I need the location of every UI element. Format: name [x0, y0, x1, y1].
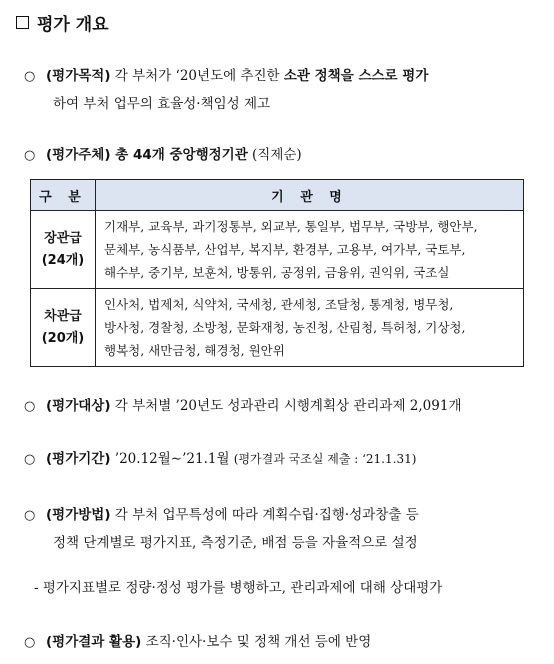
target-item	[24, 394, 462, 414]
subject-note: (직제순)	[247, 147, 302, 163]
agency-table	[30, 179, 524, 367]
agency-line: 문체부, 농식품부, 산업부, 복지부, 환경부, 고용부, 여가부, 국토부,	[104, 242, 466, 257]
section-title	[16, 10, 109, 35]
period-key: (평가기간)	[46, 451, 111, 467]
purpose-continuation: 하여 부처 업무의 효율성·책임성 제고	[53, 96, 271, 112]
target-key: (평가대상)	[46, 398, 111, 414]
category-label: 차관급	[44, 308, 82, 324]
target-text: 각 부처별 ’20년도 성과관리 시행계획상 관리과제 2,091개	[110, 398, 462, 414]
period-note: (평가결과 국조실 제출 : ‘21.1.31)	[233, 452, 417, 466]
agency-line: 방사청, 경찰청, 소방청, 문화재청, 농진청, 산림청, 특허청, 기상청,	[104, 320, 466, 335]
table-header-agencies: 기 관 명	[96, 180, 524, 211]
purpose-item	[24, 64, 428, 84]
purpose-key: (평가목적)	[46, 68, 111, 84]
subject-strong: 총 44개 중앙행정기관	[110, 147, 248, 163]
row-agencies-vice-minister	[96, 289, 524, 367]
table-row	[31, 211, 524, 289]
method-item	[24, 503, 419, 523]
category-count: (24개)	[41, 252, 85, 268]
circle-bullet-icon: ○	[24, 452, 36, 467]
purpose-strong: 소관 정책을 스스로 평가	[283, 68, 429, 84]
checkbox-square-icon	[16, 16, 29, 29]
purpose-text: 각 부처가 ‘20년도에 추진한	[110, 68, 284, 84]
circle-bullet-icon: ○	[24, 148, 36, 163]
agency-line: 인사처, 법제처, 식약처, 국세청, 관세청, 조달청, 통계청, 병무청,	[104, 297, 454, 312]
circle-bullet-icon: ○	[24, 399, 36, 414]
agency-line: 행복청, 새만금청, 해경청, 원안위	[104, 343, 285, 358]
circle-bullet-icon: ○	[24, 508, 36, 523]
table-header-row	[31, 180, 524, 211]
usage-key: (평가결과 활용)	[46, 634, 142, 650]
category-count: (20개)	[41, 330, 85, 346]
row-category-vice-minister	[31, 289, 96, 367]
method-sub-point: - 평가지표별로 정량·정성 평가를 병행하고, 관리과제에 대해 상대평가	[34, 580, 443, 596]
period-item	[24, 447, 416, 467]
method-key: (평가방법)	[46, 507, 111, 523]
row-category-minister	[31, 211, 96, 289]
period-text: ’20.12월∼’21.1월	[110, 451, 234, 467]
agency-line: 기재부, 교육부, 과기정통부, 외교부, 통일부, 법무부, 국방부, 행안부,	[104, 219, 478, 234]
method-text: 각 부처 업무특성에 따라 계획수립·집행·성과창출 등	[110, 507, 419, 523]
circle-bullet-icon: ○	[24, 635, 36, 650]
table-row	[31, 289, 524, 367]
circle-bullet-icon: ○	[24, 69, 36, 84]
usage-item	[24, 630, 371, 650]
table-header-category: 구 분	[31, 180, 96, 211]
method-continuation: 정책 단계별로 평가지표, 측정기준, 배점 등을 자율적으로 설정	[53, 535, 418, 551]
category-label: 장관급	[44, 230, 82, 246]
section-title-text: 평가 개요	[37, 15, 109, 35]
agency-line: 해수부, 중기부, 보훈처, 방통위, 공정위, 금융위, 권익위, 국조실	[104, 265, 450, 280]
subject-item	[24, 143, 302, 163]
usage-text: 조직·인사·보수 및 정책 개선 등에 반영	[141, 634, 372, 650]
row-agencies-minister	[96, 211, 524, 289]
subject-key: (평가주체)	[46, 147, 111, 163]
